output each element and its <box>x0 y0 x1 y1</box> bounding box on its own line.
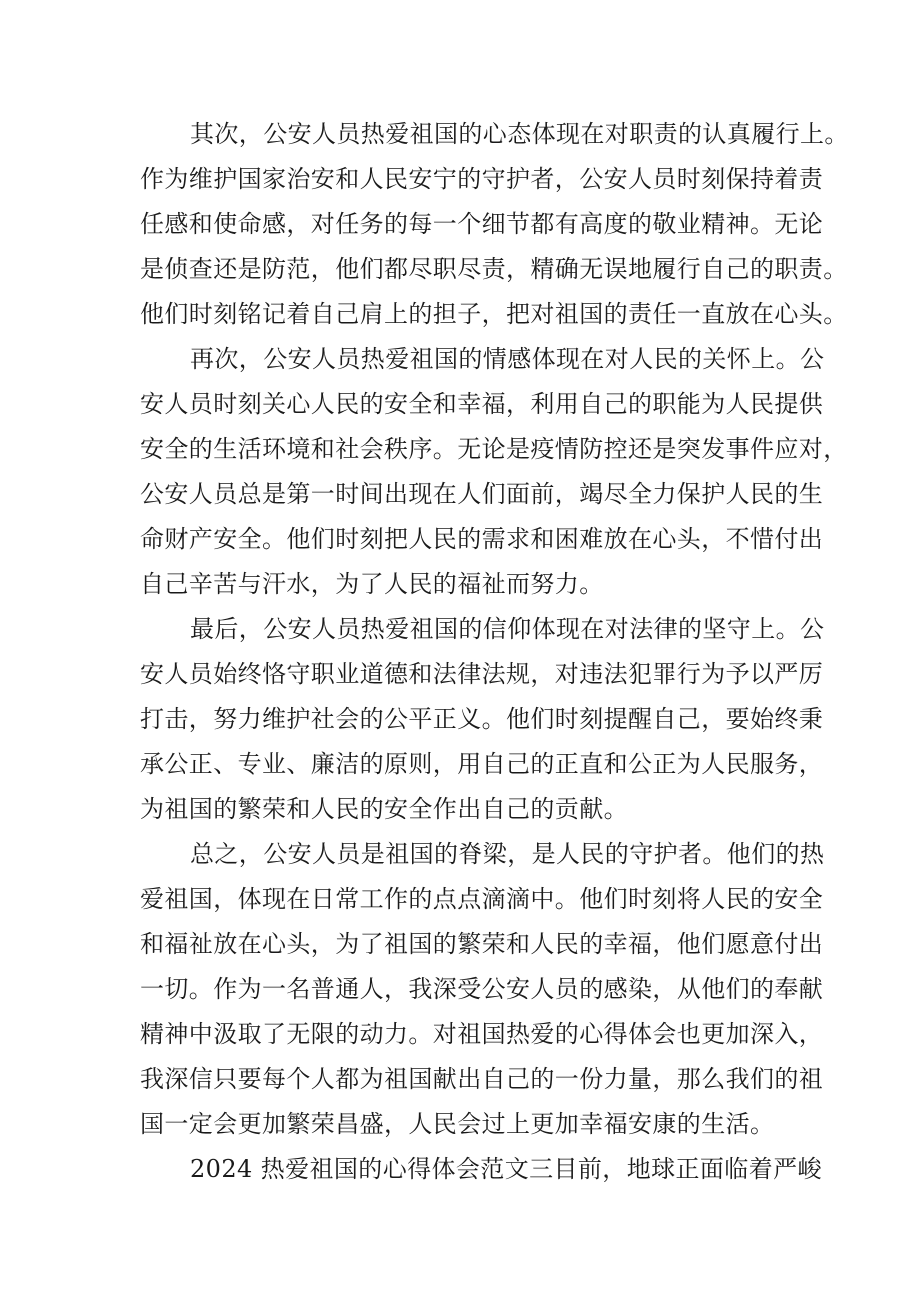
text-line: 是侦查还是防范，他们都尽职尽责，精确无误地履行自己的职责。 <box>140 255 848 283</box>
text-line: 安全的生活环境和社会秩序。无论是疫情防控还是突发事件应对， <box>140 435 848 463</box>
text-line: 他们时刻铭记着自己肩上的担子，把对祖国的责任一直放在心头。 <box>140 300 848 328</box>
text-line: 命财产安全。他们时刻把人民的需求和困难放在心头，不惜付出 <box>140 525 824 553</box>
text-line: 安人员始终恪守职业道德和法律法规，对违法犯罪行为予以严厉 <box>140 660 824 688</box>
text-line: 2024 热爱祖国的心得体会范文三目前，地球正面临着严峻 <box>190 1155 822 1183</box>
text-line: 再次，公安人员热爱祖国的情感体现在对人民的关怀上。公 <box>190 345 825 373</box>
text-line: 一切。作为一名普通人，我深受公安人员的感染，从他们的奉献 <box>140 975 824 1003</box>
text-line: 爱祖国，体现在日常工作的点点滴滴中。他们时刻将人民的安全 <box>140 885 824 913</box>
text-line: 为祖国的繁荣和人民的安全作出自己的贡献。 <box>140 795 628 823</box>
text-line: 公安人员总是第一时间出现在人们面前，竭尽全力保护人民的生 <box>140 480 824 508</box>
text-line: 打击，努力维护社会的公平正义。他们时刻提醒自己，要始终秉 <box>140 705 824 733</box>
text-line: 精神中汲取了无限的动力。对祖国热爱的心得体会也更加深入， <box>140 1020 824 1048</box>
text-line: 最后，公安人员热爱祖国的信仰体现在对法律的坚守上。公 <box>190 615 825 643</box>
text-line: 我深信只要每个人都为祖国献出自己的一份力量，那么我们的祖 <box>140 1065 824 1093</box>
text-line: 总之，公安人员是祖国的脊梁，是人民的守护者。他们的热 <box>190 840 825 868</box>
text-line: 国一定会更加繁荣昌盛，人民会过上更加幸福安康的生活。 <box>140 1110 775 1138</box>
text-line: 其次，公安人员热爱祖国的心态体现在对职责的认真履行上。 <box>190 120 849 148</box>
text-line: 自己辛苦与汗水，为了人民的福祉而努力。 <box>140 570 604 598</box>
text-line: 安人员时刻关心人民的安全和幸福，利用自己的职能为人民提供 <box>140 390 824 418</box>
text-line: 承公正、专业、廉洁的原则，用自己的正直和公正为人民服务， <box>140 750 824 778</box>
text-line: 作为维护国家治安和人民安宁的守护者，公安人员时刻保持着责 <box>140 165 824 193</box>
text-line: 任感和使命感，对任务的每一个细节都有高度的敬业精神。无论 <box>140 210 824 238</box>
text-line: 和福祉放在心头，为了祖国的繁荣和人民的幸福，他们愿意付出 <box>140 930 824 958</box>
